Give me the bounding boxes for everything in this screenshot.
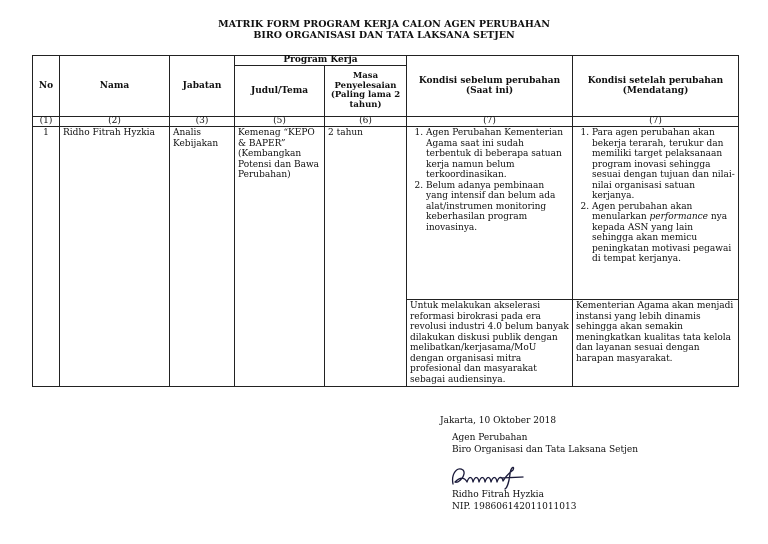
header-masa-penyelesaian: Masa Penyelesaian (Paling lama 2 tahun) (325, 66, 407, 117)
signature-place-date: Jakarta, 10 Oktober 2018 (440, 416, 557, 426)
cell-jabatan: Analis Kebijakan (170, 127, 235, 387)
column-number: (7) (573, 117, 739, 127)
list-item: 1. Para agen perubahan akan bekerja terarah, terukur dan memiliki target pelaksanaan program inovasi sehingga sesuai dengan tujuan dan nilai-nilai organisasi satuan kerjanya. (592, 128, 735, 202)
cell-no: 1 (33, 127, 60, 387)
column-number: (1) (33, 117, 60, 127)
signature-name: Ridho Fitrah Hyzkia (452, 490, 544, 500)
document-subtitle: BIRO ORGANISASI DAN TATA LAKSANA SETJEN (253, 30, 515, 41)
column-number: (2) (60, 117, 170, 127)
signature-unit: Biro Organisasi dan Tata Laksana Setjen (452, 445, 639, 455)
cell-kondisi-sebelum (407, 127, 573, 300)
header-kondisi-sebelum: Kondisi sebelum perubahan (Saat ini) (407, 56, 573, 117)
handwritten-signature (447, 462, 552, 490)
header-row-1 (33, 56, 739, 66)
item-text: nya kepada ASN yang lain sehingga akan memicu peningkatan motivasi pegawai di tempat kerjanya. (592, 212, 732, 264)
cell-kondisi-setelah (573, 127, 739, 300)
signature-role: Agen Perubahan (452, 433, 528, 443)
list-item (592, 202, 735, 265)
header-no: No (33, 56, 60, 117)
cell-kondisi-sebelum-2: Untuk melakukan akselerasi reformasi birokrasi pada era revolusi industri 4.0 belum banyak dilakukan diskusi publik dengan melibatkan/kerjasama/MoU dengan organisasi mitra profesional dan masyarakat sebagai audiensinya. (407, 300, 573, 387)
header-program-kerja: Program Kerja (235, 56, 407, 66)
column-number-row (33, 117, 739, 127)
cell-nama: Ridho Fitrah Hyzkia (60, 127, 170, 387)
cell-kondisi-setelah-2: Kementerian Agama akan menjadi instansi yang lebih dinamis sehingga akan semakin meningkatkan kualitas tata kelola dan layanan sesuai dengan harapan masyarakat. (573, 300, 739, 387)
cell-judul: Kemenag “KEPO & BAPER” (Kembangkan Potensi dan Bawa Perubahan) (235, 127, 325, 387)
item-italic: performance (649, 212, 709, 222)
list-item: 2. Belum adanya pembinaan yang intensif dan belum ada alat/instrumen monitoring keberhasilan program inovasinya. (426, 181, 569, 234)
sebelum-list (410, 128, 569, 233)
table-row (33, 127, 739, 300)
setelah-list (576, 128, 735, 265)
column-number: (6) (325, 117, 407, 127)
signature-nip: NIP. 198606142011011013 (452, 502, 577, 512)
header-kondisi-setelah: Kondisi setelah perubahan (Mendatang) (573, 56, 739, 117)
column-number: (5) (235, 117, 325, 127)
program-matrix-table (32, 55, 739, 387)
cell-masa: 2 tahun (325, 127, 407, 387)
header-jabatan: Jabatan (170, 56, 235, 117)
document-title: MATRIK FORM PROGRAM KERJA CALON AGEN PERUBAHAN (218, 19, 550, 30)
header-judul-tema: Judul/Tema (235, 66, 325, 117)
header-nama: Nama (60, 56, 170, 117)
column-number: (3) (170, 117, 235, 127)
list-item: 1. Agen Perubahan Kementerian Agama saat ini sudah terbentuk di beberapa satuan kerja namun belum terkoordinasikan. (426, 128, 569, 181)
item-text: Agen perubahan akan menularkan (592, 201, 693, 222)
column-number: (7) (407, 117, 573, 127)
